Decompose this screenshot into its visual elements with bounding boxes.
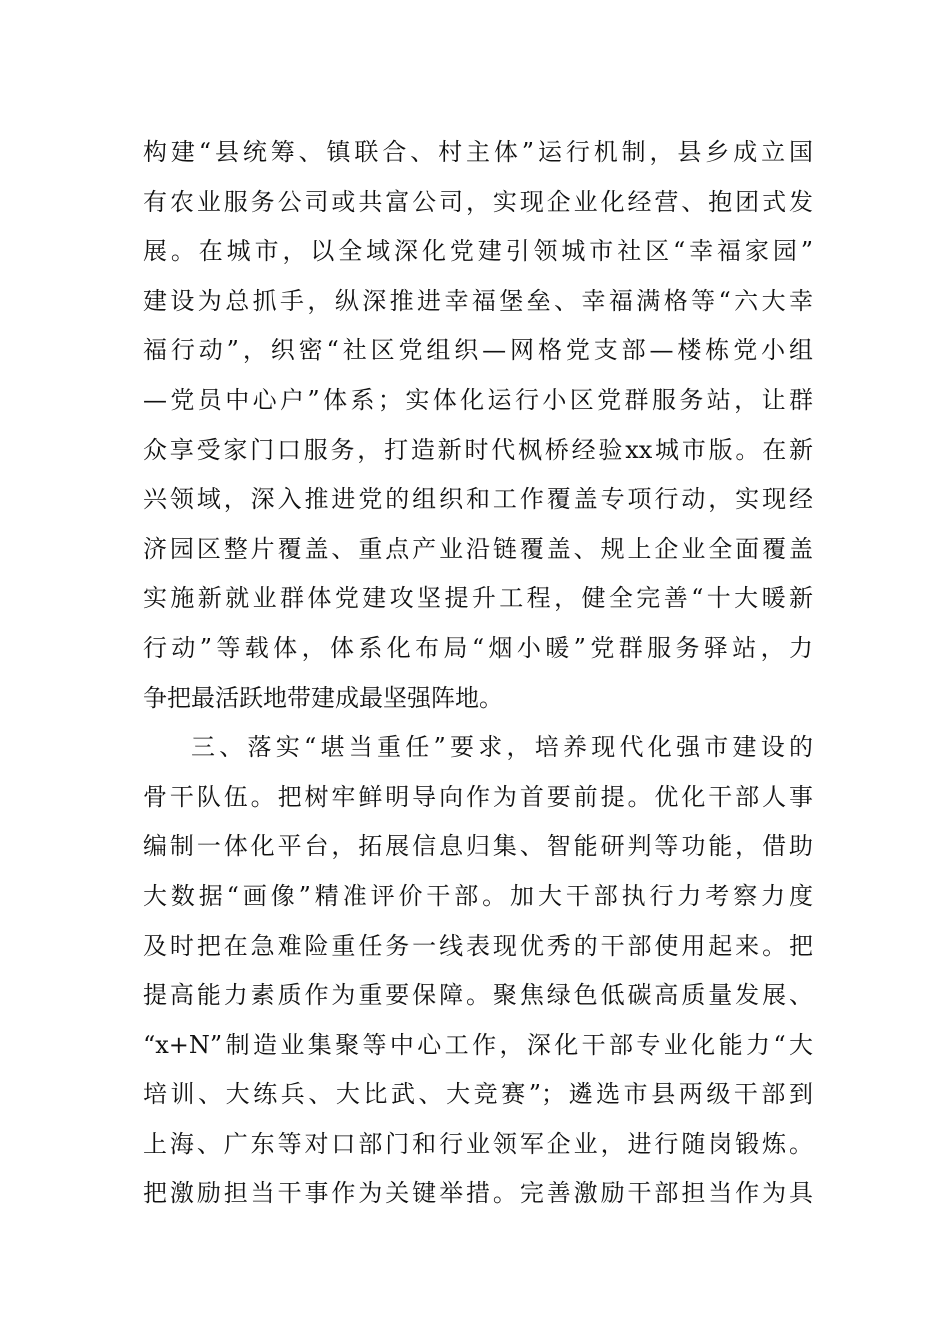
text-line: 提高能力素质作为重要保障。聚焦绿色低碳高质量发展、 bbox=[143, 981, 813, 1010]
text-line: 培训、大练兵、大比武、大竞赛”；遴选市县两级干部到 bbox=[143, 1080, 813, 1109]
text-line: 骨干队伍。把树牢鲜明导向作为首要前提。优化干部人事 bbox=[143, 782, 813, 811]
body-text bbox=[143, 128, 813, 1219]
text-line: 行动”等载体，体系化布局“烟小暖”党群服务驿站，力 bbox=[143, 633, 813, 662]
text-line: 实施新就业群体党建攻坚提升工程，健全完善“十大暖新 bbox=[143, 584, 813, 613]
text-line: 福行动”，织密“社区党组织—网格党支部—楼栋党小组 bbox=[143, 336, 813, 365]
text-line: 上海、广东等对口部门和行业领军企业，进行随岗锻炼。 bbox=[143, 1129, 813, 1158]
paragraph-2 bbox=[143, 723, 813, 1219]
text-line: 兴领域，深入推进党的组织和工作覆盖专项行动，实现经 bbox=[143, 485, 813, 514]
text-line: 展。在城市，以全域深化党建引领城市社区“幸福家园” bbox=[143, 237, 813, 266]
text-line: 大数据“画像”精准评价干部。加大干部执行力考察力度 bbox=[143, 881, 813, 910]
text-line: 把激励担当干事作为关键举措。完善激励干部担当作为具 bbox=[143, 1179, 813, 1208]
text-line: 编制一体化平台，拓展信息归集、智能研判等功能，借助 bbox=[143, 832, 813, 861]
text-line: 众享受家门口服务，打造新时代枫桥经验xx城市版。在新 bbox=[143, 435, 813, 464]
text-line: 三、落实“堪当重任”要求，培养现代化强市建设的 bbox=[191, 733, 813, 762]
paragraph-1 bbox=[143, 128, 813, 723]
text-line: 构建“县统筹、镇联合、村主体”运行机制，县乡成立国 bbox=[143, 138, 813, 166]
text-line: —党员中心户”体系；实体化运行小区党群服务站，让群 bbox=[143, 385, 813, 414]
text-line: “x+N”制造业集聚等中心工作，深化干部专业化能力“大 bbox=[143, 1030, 813, 1059]
text-line: 及时把在急难险重任务一线表现优秀的干部使用起来。把 bbox=[143, 931, 813, 960]
text-line: 有农业服务公司或共富公司，实现企业化经营、抱团式发 bbox=[143, 187, 813, 216]
text-line: 争把最活跃地带建成最坚强阵地。 bbox=[143, 683, 503, 712]
text-line: 建设为总抓手，纵深推进幸福堡垒、幸福满格等“六大幸 bbox=[143, 286, 813, 315]
text-line: 济园区整片覆盖、重点产业沿链覆盖、规上企业全面覆盖 bbox=[143, 534, 813, 563]
